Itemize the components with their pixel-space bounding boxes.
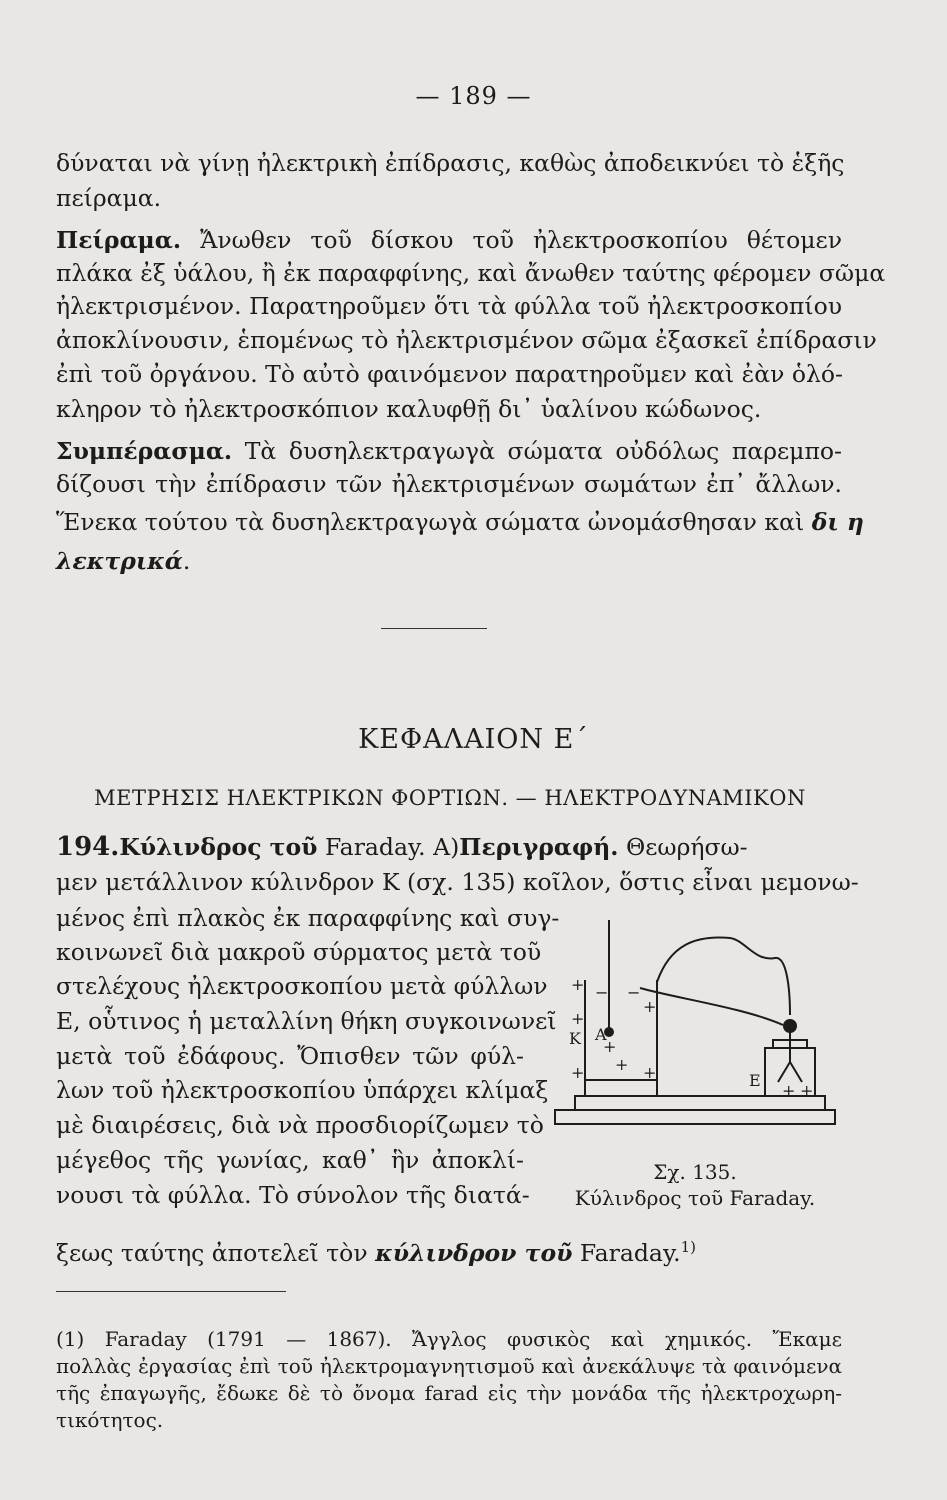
footnote-ref: 1) bbox=[680, 1238, 696, 1256]
text-line: δίζουσι τὴν ἐπίδρασιν τῶν ἠλεκτρισμένων σωμάτων ἐπ᾽ ἄλλων. bbox=[56, 470, 842, 498]
text-line: Ἕνεκα τούτου τὰ δυσηλεκτραγωγὰ σώματα ὠνομάσθησαν καὶ bbox=[56, 508, 805, 536]
closing-term: κύλινδρον τοῦ bbox=[375, 1238, 573, 1267]
term-end: . bbox=[182, 547, 191, 575]
section-name: Faraday. bbox=[324, 833, 426, 861]
section-first-text: Θεωρήσω- bbox=[625, 833, 748, 861]
section-heading-line bbox=[56, 832, 748, 862]
page-number: — 189 — bbox=[415, 82, 532, 110]
plus-sign: + bbox=[643, 997, 657, 1016]
section-title: Κύλινδρος τοῦ bbox=[119, 833, 318, 861]
term-line bbox=[56, 546, 842, 576]
chapter-subtitle: ΜΕΤΡΗΣΙΣ ΗΛΕΚΤΡΙΚΩΝ ΦΟΡΤΙΩΝ. — ΗΛΕΚΤΡΟΔΥΝΑΜΙΚΟΝ bbox=[94, 786, 806, 810]
text-line: ἀποκλίνουσιν, ἑπομένως τὸ ἠλεκτρισμένον σῶμα ἐξασκεῖ ἐπίδρασιν bbox=[56, 326, 877, 354]
plus-sign: + bbox=[643, 1063, 657, 1082]
electroscope-knob bbox=[784, 1020, 796, 1032]
plus-sign: + bbox=[800, 1081, 814, 1100]
base-plate bbox=[555, 1110, 835, 1124]
plus-sign: + bbox=[603, 1037, 617, 1056]
section-sub: Α) bbox=[433, 833, 460, 861]
plus-sign: + bbox=[615, 1055, 629, 1074]
text-line: μετὰ τοῦ ἐδάφους. Ὄπισθεν τῶν φύλ- bbox=[56, 1042, 524, 1070]
electroscope-leaves bbox=[778, 1062, 802, 1082]
text-line: Ε, οὗτινος ἡ μεταλλίνη θήκη συγκοινωνεῖ bbox=[56, 1007, 557, 1035]
label-e: Ε bbox=[749, 1071, 761, 1090]
text-line: κοινωνεῖ διὰ μακροῦ σύρματος μετὰ τοῦ bbox=[56, 938, 542, 966]
text-line: στελέχους ἠλεκτροσκοπίου μετὰ φύλλων bbox=[56, 972, 548, 1000]
text-line: νουσι τὰ φύλλα. Τὸ σύνολον τῆς διατά- bbox=[56, 1181, 530, 1209]
plus-sign: + bbox=[571, 975, 585, 994]
section-number: 194. bbox=[56, 832, 120, 862]
minus-sign: − bbox=[595, 983, 609, 1002]
text-line: ἐπὶ τοῦ ὀργάνου. Τὸ αὐτὸ φαινόμενον παρατηροῦμεν καὶ ἐὰν ὁλό- bbox=[56, 360, 843, 388]
label-a: Α bbox=[595, 1025, 607, 1044]
text-line: μεν μετάλλινον κύλινδρον Κ (σχ. 135) κοῖλον, ὅστις εἶναι μεμονω- bbox=[56, 868, 859, 896]
label-k: Κ bbox=[569, 1029, 581, 1048]
text-line: μὲ διαιρέσεις, διὰ νὰ προσδιορίζωμεν τὸ bbox=[56, 1111, 544, 1139]
plus-sign: + bbox=[571, 1009, 585, 1028]
text-line: μέγεθος τῆς γωνίας, καθ᾽ ἣν ἀποκλί- bbox=[56, 1146, 524, 1174]
footnote-line: τικότητος. bbox=[56, 1408, 164, 1432]
figure-number: Σχ. 135. bbox=[653, 1160, 737, 1184]
plus-sign: + bbox=[782, 1081, 796, 1100]
connecting-wire bbox=[657, 938, 790, 1015]
conclusion-term-line bbox=[56, 507, 865, 537]
faraday-cylinder-figure bbox=[545, 900, 845, 1150]
plus-sign: + bbox=[571, 1063, 585, 1082]
text-line: πείραμα. bbox=[56, 184, 162, 212]
conclusion-text: Τὰ δυσηλεκτραγωγὰ σώματα οὐδόλως παρεμπο- bbox=[244, 437, 842, 465]
closing-name: Faraday. bbox=[579, 1238, 681, 1267]
closing-text: ξεως ταύτης ἀποτελεῖ τὸν bbox=[56, 1238, 368, 1267]
text-line: μένος ἐπὶ πλακὸς ἐκ παραφφίνης καὶ συγ- bbox=[56, 904, 560, 932]
closing-line bbox=[56, 1232, 696, 1268]
experiment-heading: Πείραμα. bbox=[56, 226, 182, 254]
experiment-text: Ἄνωθεν τοῦ δίσκου τοῦ ἠλεκτροσκοπίου θέτομεν bbox=[200, 226, 842, 254]
text-line: πλάκα ἐξ ὑάλου, ἢ ἐκ παραφφίνης, καὶ ἄνωθεν ταύτης φέρομεν σῶμα bbox=[56, 259, 886, 287]
conclusion-heading: Συμπέρασμα. bbox=[56, 437, 233, 465]
footnote-line: πολλὰς ἐργασίας ἐπὶ τοῦ ἠλεκτρομαγνητισμοῦ καὶ ἀνεκάλυψε τὰ φαινόμενα bbox=[56, 1354, 842, 1378]
separator-rule bbox=[381, 628, 487, 629]
chapter-title: ΚΕΦΑΛΑΙΟΝ Ε΄ bbox=[358, 724, 589, 755]
text-line: κληρον τὸ ἠλεκτροσκόπιον καλυφθῇ δι᾽ ὑαλίνου κώδωνος. bbox=[56, 395, 762, 423]
term-part1: δι η bbox=[811, 508, 865, 536]
text-line: δύναται νὰ γίνῃ ἠλεκτρικὴ ἐπίδρασις, καθὼς ἀποδεικνύει τὸ ἑξῆς bbox=[56, 149, 845, 177]
experiment-first-line bbox=[56, 225, 842, 255]
footnote-line: (1) Faraday (1791 — 1867). Ἄγγλος φυσικὸς καὶ χημικός. Ἔκαμε bbox=[56, 1327, 842, 1351]
text-line: ἠλεκτρισμένον. Παρατηροῦμεν ὅτι τὰ φύλλα τοῦ ἠλεκτροσκοπίου bbox=[56, 292, 842, 320]
footnote-rule bbox=[56, 1291, 286, 1292]
text-line: λων τοῦ ἠλεκτροσκοπίου ὑπάρχει κλίμαξ bbox=[56, 1076, 549, 1104]
figure-caption: Κύλινδρος τοῦ Faraday. bbox=[574, 1186, 816, 1210]
term-part2: λεκτρικά bbox=[56, 547, 183, 575]
lead-wire bbox=[640, 988, 783, 1025]
footnote-line: τῆς ἐπαγωγῆς, ἔδωκε δὲ τὸ ὄνομα farad εἰς τὴν μονάδα τῆς ἠλεκτροχωρη- bbox=[56, 1381, 842, 1405]
conclusion-first-line bbox=[56, 436, 842, 466]
minus-sign: − bbox=[627, 983, 641, 1002]
section-sub-heading: Περιγραφή. bbox=[459, 833, 619, 861]
